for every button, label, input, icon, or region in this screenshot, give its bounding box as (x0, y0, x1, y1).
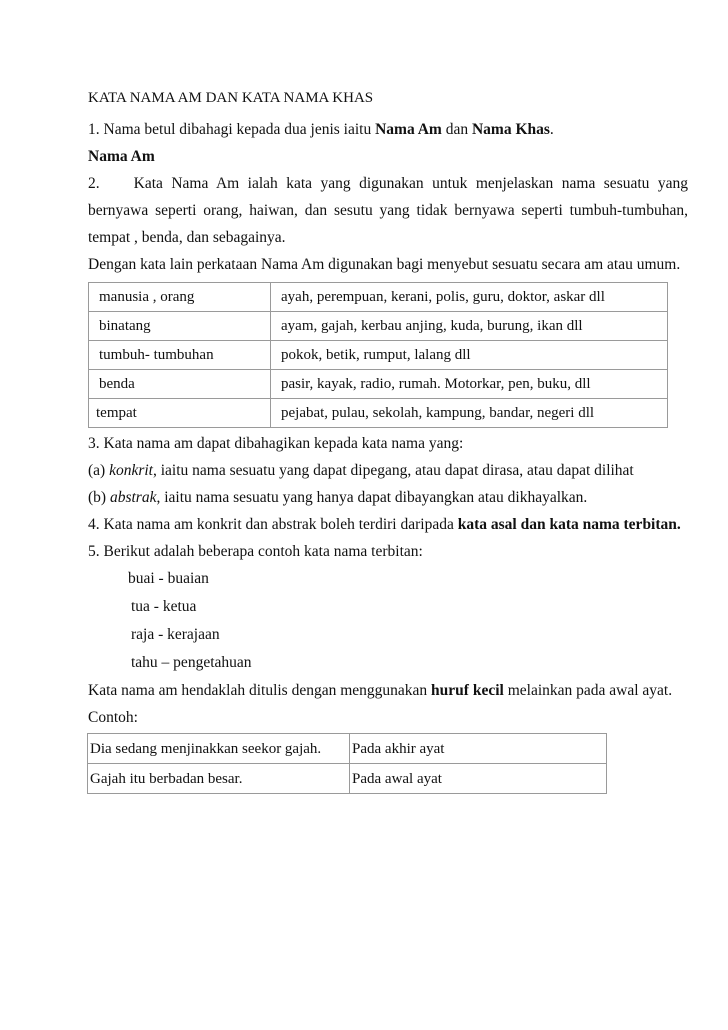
examples-cell: pokok, betik, rumput, lalang dll (271, 341, 668, 370)
example-item: raja - kerajaan (131, 626, 220, 643)
table-row (89, 370, 668, 399)
table-row (88, 764, 607, 794)
term-nama-am: Nama Am (375, 121, 442, 138)
examples-cell: pejabat, pulau, sekolah, kampung, bandar, negeri dll (271, 399, 668, 428)
category-cell: manusia , orang (89, 283, 271, 312)
category-table (88, 282, 668, 428)
paragraph-1-text-a: 1. Nama betul dibahagi kepada dua jenis iaitu (88, 121, 376, 138)
paragraph-2 (88, 170, 688, 251)
term-nama-khas: Nama Khas (471, 121, 550, 138)
examples-cell: pasir, kayak, radio, rumah. Motorkar, pen, buku, dll (271, 370, 668, 399)
paragraph-9-bold: huruf kecil (431, 682, 504, 699)
example-item: tahu – pengetahuan (131, 654, 252, 671)
sentence-cell: Dia sedang menjinakkan seekor gajah. (88, 734, 350, 764)
term-abstrak: abstrak (109, 489, 157, 506)
examples-cell: ayam, gajah, kerbau anjing, kuda, burung, ikan dll (271, 312, 668, 341)
note-cell: Pada awal ayat (350, 764, 607, 794)
paragraph-2-number: 2. (88, 175, 100, 192)
paragraph-3: Dengan kata lain perkataan Nama Am digunakan bagi menyebut sesuatu secara am atau umum. (88, 256, 681, 273)
paragraph-7-bold: kata asal dan kata nama terbitan. (457, 516, 681, 533)
paragraph-7-text: 4. Kata nama am konkrit dan abstrak boleh terdiri daripada (88, 516, 458, 533)
paragraph-6-prefix: (b) (88, 489, 110, 506)
examples-cell: ayah, perempuan, kerani, polis, guru, doktor, askar dll (271, 283, 668, 312)
table-row (89, 312, 668, 341)
paragraph-4: 3. Kata nama am dapat dibahagikan kepada kata nama yang: (88, 435, 464, 452)
paragraph-5 (88, 457, 688, 484)
paragraph-1 (88, 116, 688, 143)
paragraph-6 (88, 484, 688, 511)
category-cell: tempat (89, 399, 271, 428)
term-konkrit: konkrit (109, 462, 153, 479)
table-row (88, 734, 607, 764)
sentence-cell: Gajah itu berbadan besar. (88, 764, 350, 794)
example-item: tua - ketua (131, 598, 197, 615)
table-row (89, 283, 668, 312)
paragraph-1-text-b: dan (441, 121, 472, 138)
document-title: KATA NAMA AM DAN KATA NAMA KHAS (88, 90, 374, 106)
note-cell: Pada akhir ayat (350, 734, 607, 764)
section-heading-nama-am (88, 143, 688, 170)
paragraph-8: 5. Berikut adalah beberapa contoh kata nama terbitan: (88, 543, 423, 560)
example-sentence-table (87, 733, 607, 794)
table-row (89, 341, 668, 370)
section-heading-text: Nama Am (88, 148, 155, 165)
category-cell: tumbuh- tumbuhan (89, 341, 271, 370)
category-cell: benda (89, 370, 271, 399)
document-page (88, 86, 688, 794)
paragraph-7 (88, 511, 688, 538)
table-row (89, 399, 668, 428)
paragraph-5-prefix: (a) (88, 462, 110, 479)
paragraph-9-text-b: melainkan pada awal ayat. (503, 682, 673, 699)
paragraph-2-text: Kata Nama Am ialah kata yang digunakan untuk menjelaskan nama sesuatu yang bernyawa seperti orang, haiwan, dan sesutu yang tidak bernyawa seperti tumbuh-tumbuhan, tempat , benda, dan sebagainya. (88, 175, 688, 246)
paragraph-1-text-c: . (549, 121, 554, 138)
paragraph-5-text: , iaitu nama sesuatu yang dapat dipegang, atau dapat dirasa, atau dapat dilihat (152, 462, 634, 479)
paragraph-9 (88, 677, 688, 704)
category-cell: binatang (89, 312, 271, 341)
example-item: buai - buaian (128, 570, 209, 587)
paragraph-9-text-a: Kata nama am hendaklah ditulis dengan menggunakan (88, 682, 432, 699)
paragraph-6-text: , iaitu nama sesuatu yang hanya dapat dibayangkan atau dikhayalkan. (156, 489, 588, 506)
contoh-label: Contoh: (88, 709, 138, 726)
